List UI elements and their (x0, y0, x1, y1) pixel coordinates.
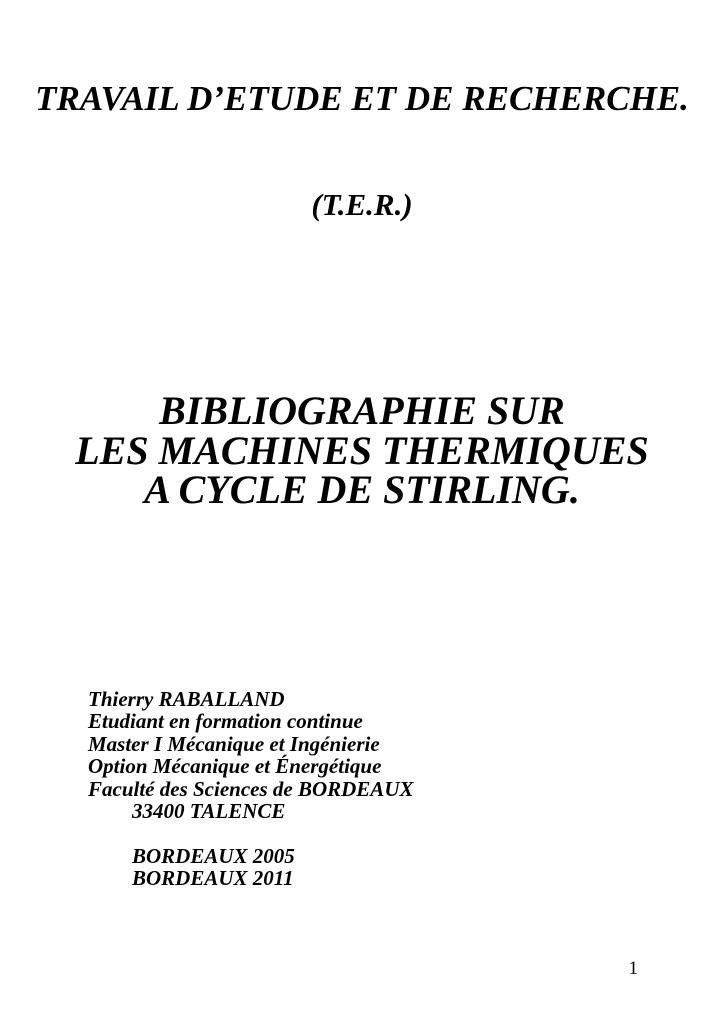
document-heading: TRAVAIL D’ETUDE ET DE RECHERCHE. (35, 79, 689, 118)
edition-year-1: BORDEAUX 2005 (132, 843, 295, 868)
author-status: Etudiant en formation continue (88, 709, 363, 734)
main-title-line-3: A CYCLE DE STIRLING. (144, 467, 580, 512)
main-title (0, 388, 724, 512)
main-title-line-1: BIBLIOGRAPHIE SUR (159, 388, 565, 433)
author-program: Master I Mécanique et Ingénierie (88, 731, 380, 756)
edition-year-2: BORDEAUX 2011 (132, 866, 294, 891)
page-number: 1 (628, 958, 638, 979)
document-acronym: (T.E.R.) (311, 187, 413, 222)
author-name: Thierry RABALLAND (88, 687, 285, 711)
author-faculty: Faculté des Sciences de BORDEAUX (88, 776, 414, 801)
author-option: Option Mécanique et Énergétique (88, 754, 382, 779)
author-city: 33400 TALENCE (132, 799, 286, 824)
author-block (88, 688, 684, 890)
main-title-line-2: LES MACHINES THERMIQUES (75, 427, 649, 473)
